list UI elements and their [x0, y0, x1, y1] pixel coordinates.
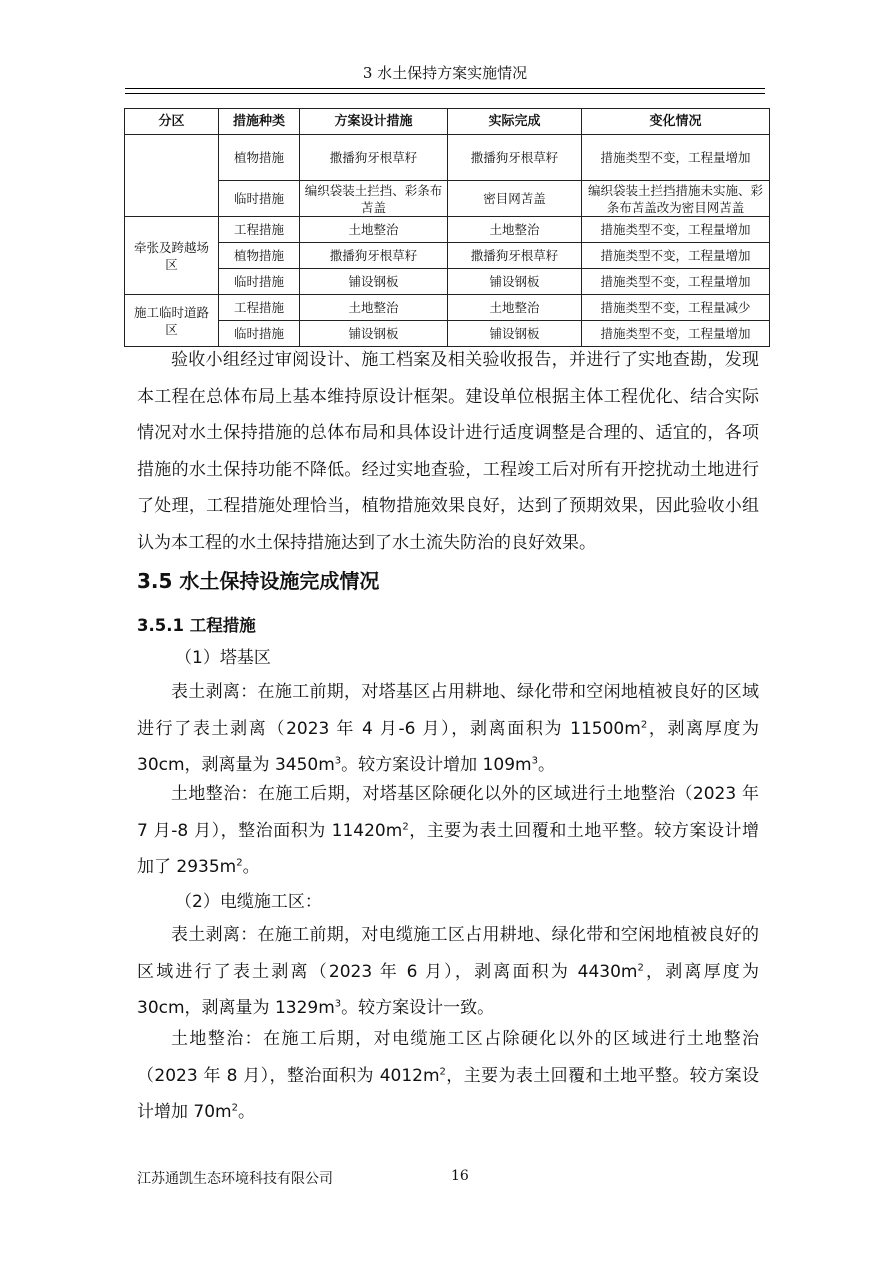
table-header-cell: 分区: [125, 109, 219, 135]
table-cell: 撒播狗牙根草籽: [448, 243, 582, 269]
measures-table: [124, 108, 770, 347]
table-cell: 土地整治: [300, 217, 448, 243]
table-cell: 铺设钢板: [448, 321, 582, 347]
table-cell: 土地整治: [300, 295, 448, 321]
table-cell: 措施类型不变，工程量减少: [582, 295, 770, 321]
table-cell: 措施类型不变，工程量增加: [582, 321, 770, 347]
table-header-row: [125, 109, 770, 135]
table-cell: 措施类型不变，工程量增加: [582, 135, 770, 181]
table-cell: 撒播狗牙根草籽: [448, 135, 582, 181]
table-cell: 铺设钢板: [448, 269, 582, 295]
table-cell: 土地整治: [448, 217, 582, 243]
running-header: 3 水土保持方案实施情况: [362, 64, 528, 82]
table-cell: 临时措施: [219, 269, 300, 295]
table-cell: 措施类型不变，工程量增加: [582, 243, 770, 269]
table-cell: 密目网苫盖: [448, 181, 582, 217]
subsection-heading: 3.5.1 工程措施: [137, 616, 256, 635]
cable-grading-paragraph: 土地整治：在施工后期，对电缆施工区占除硬化以外的区域进行土地整治（2023 年 8 月），整治面积为 $4012m^2$，主要为表土回覆和土地平整。较方案设计增加 $70m^2$。: [137, 1029, 759, 1122]
table-cell: 撒播狗牙根草籽: [300, 243, 448, 269]
table-row: [125, 181, 770, 217]
table-row: [125, 243, 770, 269]
table-cell: 植物措施: [219, 135, 300, 181]
table-cell: 植物措施: [219, 243, 300, 269]
table-cell: 工程措施: [219, 295, 300, 321]
table-row: [125, 295, 770, 321]
table-cell: 土地整治: [448, 295, 582, 321]
tower-area-title: （1）塔基区: [175, 648, 271, 668]
table-cell: 临时措施: [219, 321, 300, 347]
tower-strip-paragraph: 表土剥离：在施工前期，对塔基区占用耕地、绿化带和空闲地植被良好的区域进行了表土剥离（2023 年 4 月-6 月），剥离面积为 $11500m^2$，剥离厚度为 30cm，剥离量为 $3450m^3$。较方案设计增加 $109m^3$。: [137, 682, 759, 775]
table-cell-zone: [125, 135, 219, 217]
acceptance-paragraph: 验收小组经过审阅设计、施工档案及相关验收报告，并进行了实地查勘，发现本工程在总体布局上基本维持原设计框架。建设单位根据主体工程优化、结合实际情况对水土保持措施的总体布局和具体设计进行适度调整是合理的、适宜的，各项措施的水土保持功能不降低。经过实地查验，工程竣工后对所有开挖扰动土地进行了处理，工程措施处理恰当，植物措施效果良好，达到了预期效果，因此验收小组认为本工程的水土保持措施达到了水土流失防治的良好效果。: [137, 350, 759, 553]
table-cell: 工程措施: [219, 217, 300, 243]
tower-grading-paragraph: 土地整治：在施工后期，对塔基区除硬化以外的区域进行土地整治（2023 年 7 月-8 月），整治面积为 $11420m^2$，主要为表土回覆和土地平整。较方案设计增加了 $2935m^2$。: [137, 784, 759, 877]
table-header-cell: 实际完成: [448, 109, 582, 135]
table-cell: 措施类型不变，工程量增加: [582, 269, 770, 295]
footer-company: 江苏通凯生态环境科技有限公司: [137, 1171, 333, 1187]
table-header-cell: 方案设计措施: [300, 109, 448, 135]
table-cell: 编织袋装土拦挡措施未实施、彩条布苫盖改为密目网苫盖: [582, 181, 770, 217]
table-cell: 撒播狗牙根草籽: [300, 135, 448, 181]
table-header-cell: 措施种类: [219, 109, 300, 135]
table-cell: 铺设钢板: [300, 269, 448, 295]
table-cell: 措施类型不变，工程量增加: [582, 217, 770, 243]
table-row: [125, 269, 770, 295]
table-cell-zone: 牵张及跨越场区: [125, 217, 219, 295]
table-cell-zone: 施工临时道路区: [125, 295, 219, 347]
page-number: 16: [451, 1168, 469, 1184]
table-cell: 铺设钢板: [300, 321, 448, 347]
table-row: [125, 135, 770, 181]
cable-area-title: （2）电缆施工区：: [175, 892, 322, 912]
table-cell: 编织袋装土拦挡、彩条布苫盖: [300, 181, 448, 217]
header-rule: [125, 93, 765, 94]
table-cell: 临时措施: [219, 181, 300, 217]
header-rule: [125, 88, 765, 89]
table-header-cell: 变化情况: [582, 109, 770, 135]
cable-strip-paragraph: 表土剥离：在施工前期，对电缆施工区占用耕地、绿化带和空闲地植被良好的区域进行了表土剥离（2023 年 6 月），剥离面积为 $4430m^2$，剥离厚度为 30cm，剥离量为 $1329m^3$。较方案设计一致。: [137, 925, 760, 1018]
table-row: [125, 217, 770, 243]
section-heading: 3.5 水土保持设施完成情况: [137, 569, 380, 593]
